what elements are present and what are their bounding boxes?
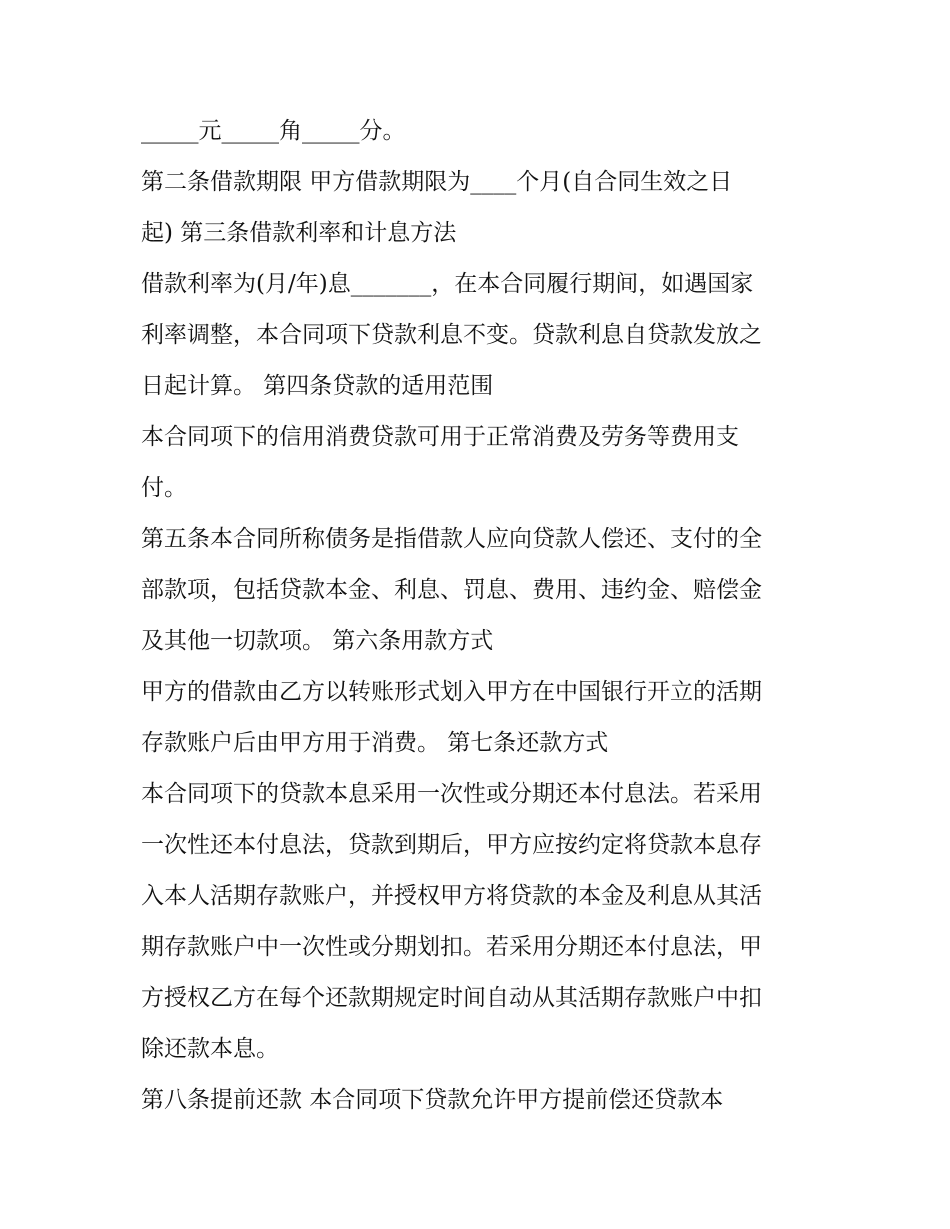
text-line-deduction: 期存款账户中一次性或分期划扣。若采用分期还本付息法，甲 [141, 934, 762, 960]
text-line-loan-usage-end: 付。 [141, 475, 187, 501]
text-line-rate-adjustment: 利率调整，本合同项下贷款利息不变。贷款利息自贷款发放之 [141, 322, 762, 348]
text-line-installment-authorization: 方授权乙方在每个还款期规定时间自动从其活期存款账户中扣 [141, 985, 762, 1011]
text-line-loan-usage: 本合同项下的信用消费贷款可用于正常消费及劳务等费用支 [141, 424, 739, 450]
text-line-article-5: 第五条本合同所称债务是指借款人应向贷款人偿还、支付的全 [141, 526, 762, 552]
text-line-article-6-heading: 及其他一切款项。 第六条用款方式 [141, 628, 494, 654]
text-line-article-2: 第二条借款期限 甲方借款期限为____个月(自合同生效之日 [141, 169, 733, 195]
contract-body-text [141, 106, 821, 1126]
text-line-interest-rate: 借款利率为(月/年)息_______，在本合同履行期间，如遇国家 [141, 271, 754, 297]
text-line-amount-blanks: _____元_____角_____分。 [141, 118, 406, 144]
text-line-repayment-method: 本合同项下的贷款本息采用一次性或分期还本付息法。若采用 [141, 781, 762, 807]
text-line-lump-sum: 一次性还本付息法，贷款到期后，甲方应按约定将贷款本息存 [141, 832, 762, 858]
text-line-deduct-principal: 除还款本息。 [141, 1036, 279, 1062]
text-line-article-8: 第八条提前还款 本合同项下贷款允许甲方提前偿还贷款本 [141, 1087, 724, 1113]
text-line-debt-items: 部款项，包括贷款本金、利息、罚息、费用、违约金、赔偿金 [141, 577, 762, 603]
text-line-article-3-heading: 起) 第三条借款利率和计息方法 [141, 220, 457, 246]
text-line-deposit-authorization: 入本人活期存款账户，并授权甲方将贷款的本金及利息从其活 [141, 883, 762, 909]
text-line-article-7-heading: 存款账户后由甲方用于消费。 第七条还款方式 [141, 730, 609, 756]
text-line-article-4-heading: 日起计算。 第四条贷款的适用范围 [141, 373, 494, 399]
text-line-disbursement: 甲方的借款由乙方以转账形式划入甲方在中国银行开立的活期 [141, 679, 762, 705]
